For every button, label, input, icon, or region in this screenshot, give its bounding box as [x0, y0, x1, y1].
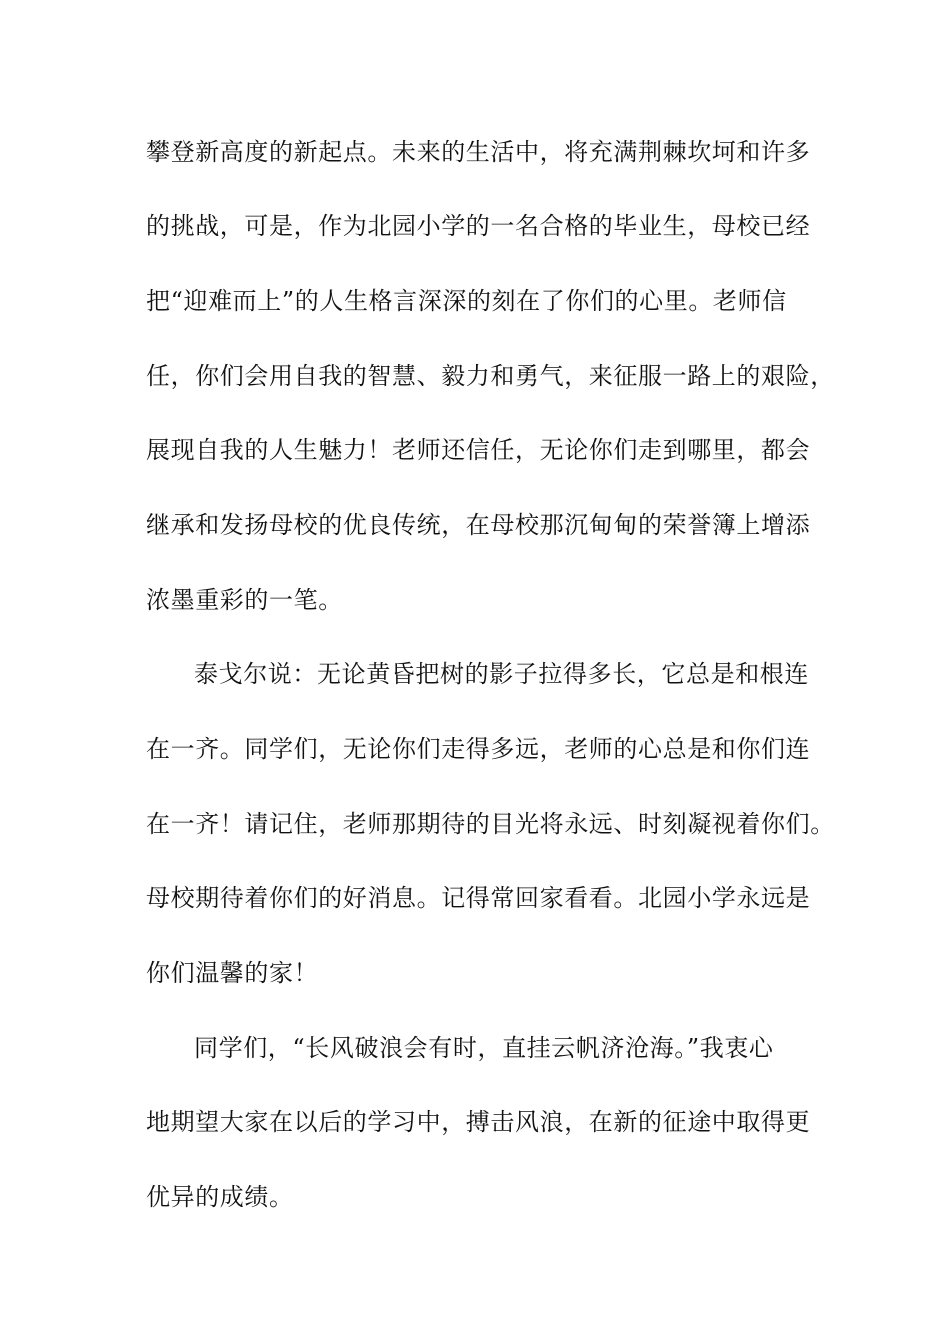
- text-line: 优异的成绩。: [146, 1183, 294, 1211]
- text-line: 攀登新高度的新起点。未来的生活中，将充满荆棘坎坷和许多: [146, 138, 811, 166]
- text-line: 展现自我的人生魅力！老师还信任，无论你们走到哪里，都会: [146, 436, 811, 464]
- text-line: 地期望大家在以后的学习中，搏击风浪，在新的征途中取得更: [146, 1108, 811, 1136]
- text-line: 在一齐。同学们，无论你们走得多远，老师的心总是和你们连: [146, 735, 811, 763]
- text-line: 的挑战，可是，作为北园小学的一名合格的毕业生，母校已经: [146, 212, 811, 240]
- paragraph-first-line: 同学们，“长风破浪会有时，直挂云帆济沧海。”我衷心: [194, 1034, 774, 1062]
- text-line: 浓墨重彩的一笔。: [146, 586, 343, 614]
- text-line: 继承和发扬母校的优良传统，在母校那沉甸甸的荣誉簿上增添: [146, 511, 811, 539]
- text-line: 把“迎难而上”的人生格言深深的刻在了你们的心里。老师信: [146, 287, 787, 315]
- paragraph-first-line: 泰戈尔说：无论黄昏把树的影子拉得多长，它总是和根连: [194, 660, 809, 688]
- text-line: 你们温馨的家！: [146, 959, 319, 987]
- text-line: 母校期待着你们的好消息。记得常回家看看。北园小学永远是: [146, 884, 811, 912]
- text-line: 任，你们会用自我的智慧、毅力和勇气，来征服一路上的艰险，: [146, 362, 835, 390]
- text-line: 在一齐！请记住，老师那期待的目光将永远、时刻凝视着你们。: [146, 810, 835, 838]
